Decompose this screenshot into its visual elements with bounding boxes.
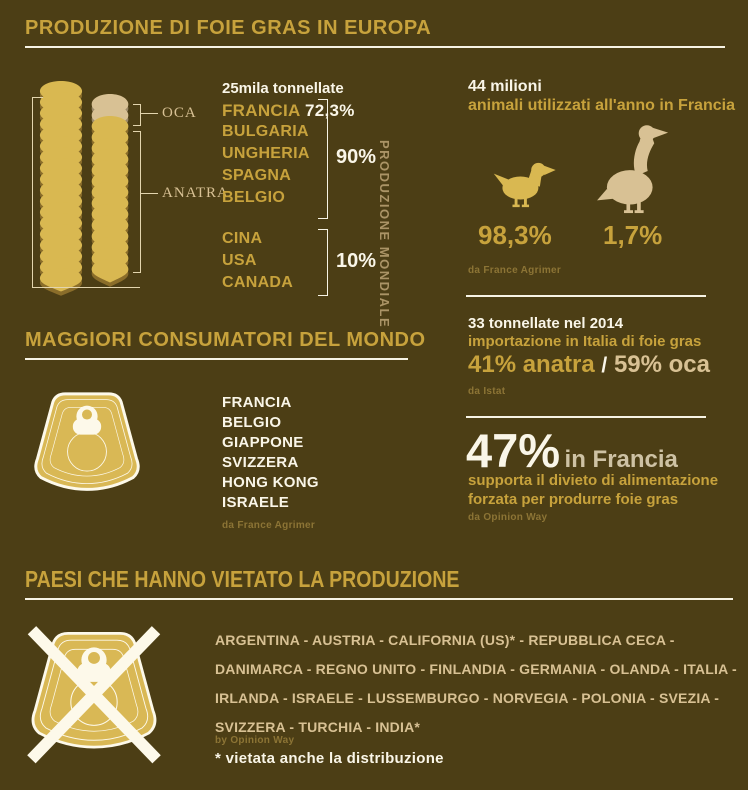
divider-consumers bbox=[25, 358, 408, 360]
section-title-production: PRODUZIONE DI FOIE GRAS IN EUROPA bbox=[25, 17, 432, 39]
production-list-heading: 25mila tonnellate bbox=[222, 80, 344, 97]
production-country: BELGIO bbox=[222, 189, 286, 206]
world-production-axis-label: PRODUZIONE MONDIALE bbox=[377, 140, 392, 329]
production-leader-row bbox=[222, 101, 355, 121]
opinion-suffix: in Francia bbox=[564, 446, 678, 473]
banned-countries-list: ARGENTINA - AUSTRIA - CALIFORNIA (US)* - REPUBBLICA CECA - DANIMARCA - REGNO UNITO - FINLANDIA - GERMANIA - OLANDA - ITALIA - IRLANDA - ISRAELE - LUSSEMBURGO - NORVEGIA - POLONIA - SVEZIA - SVIZZERA - TURCHIA - INDIA* bbox=[215, 632, 737, 735]
opinion-headline bbox=[466, 423, 678, 478]
imports-separator: / bbox=[601, 354, 608, 377]
anatra-bracket bbox=[133, 131, 141, 273]
oca-label: OCA bbox=[162, 105, 197, 121]
section-title-consumers: MAGGIORI CONSUMATORI DEL MONDO bbox=[25, 329, 426, 351]
share-10-value: 10% bbox=[336, 250, 377, 272]
share-10-bracket bbox=[318, 229, 328, 296]
anatra-bracket-line bbox=[140, 193, 158, 194]
imports-goose-share: 59% oca bbox=[613, 351, 710, 378]
share-90-value: 90% bbox=[336, 146, 377, 168]
distribution-note: * vietata anche la distribuzione bbox=[215, 750, 444, 767]
goose-icon bbox=[586, 122, 680, 220]
banned-source: by Opinion Way bbox=[215, 735, 295, 746]
production-country: USA bbox=[222, 252, 257, 269]
goose-percentage: 1,7% bbox=[603, 220, 663, 250]
production-country: CINA bbox=[222, 230, 263, 247]
divider-opinion bbox=[466, 416, 706, 418]
imports-duck-share: 41% anatra bbox=[468, 351, 595, 378]
consumer-country: BELGIO bbox=[222, 414, 282, 431]
animals-heading: 44 milioni bbox=[468, 78, 542, 95]
production-country: CANADA bbox=[222, 274, 294, 291]
production-country: UNGHERIA bbox=[222, 145, 310, 162]
production-country: BULGARIA bbox=[222, 123, 309, 140]
animals-subheading: animali utilizzati all'anno in Francia bbox=[468, 97, 735, 114]
imports-source: da Istat bbox=[468, 386, 506, 397]
duck-percentage: 98,3% bbox=[478, 220, 552, 250]
production-country: SPAGNA bbox=[222, 167, 292, 184]
divider-banned bbox=[25, 598, 733, 600]
opinion-line2: forzata per produrre foie gras bbox=[468, 491, 679, 508]
banned-foie-gras-can-icon bbox=[16, 604, 172, 786]
consumer-country: HONG KONG bbox=[222, 474, 319, 491]
anatra-label: ANATRA bbox=[162, 185, 229, 201]
share-90-bracket bbox=[318, 99, 328, 219]
production-leader-value: 72,3% bbox=[305, 101, 355, 120]
imports-subheading: importazione in Italia di foie gras bbox=[468, 333, 702, 350]
foie-gras-can-icon bbox=[28, 388, 146, 500]
duck-icon bbox=[488, 148, 560, 218]
consumer-country: GIAPPONE bbox=[222, 434, 304, 451]
divider-imports bbox=[466, 295, 706, 297]
opinion-source: da Opinion Way bbox=[468, 512, 548, 523]
stack-left-bracket bbox=[32, 97, 43, 288]
oca-bracket bbox=[133, 104, 141, 126]
consumer-country: ISRAELE bbox=[222, 494, 290, 511]
opinion-value: 47% bbox=[466, 424, 561, 477]
consumers-source: da France Agrimer bbox=[222, 520, 316, 531]
oca-bracket-line bbox=[140, 113, 158, 114]
imports-split-row bbox=[468, 351, 710, 379]
production-leader-name: FRANCIA bbox=[222, 101, 300, 120]
imports-heading: 33 tonnellate nel 2014 bbox=[468, 315, 624, 332]
stack-bottom-bracket-line bbox=[32, 287, 140, 288]
opinion-line1: supporta il divieto di alimentazione bbox=[468, 472, 719, 489]
consumer-country: FRANCIA bbox=[222, 394, 292, 411]
animals-source: da France Agrimer bbox=[468, 265, 562, 276]
consumer-country: SVIZZERA bbox=[222, 454, 299, 471]
divider-production bbox=[25, 46, 725, 48]
section-title-banned: PAESI CHE HANNO VIETATO LA PRODUZIONE bbox=[25, 566, 460, 592]
